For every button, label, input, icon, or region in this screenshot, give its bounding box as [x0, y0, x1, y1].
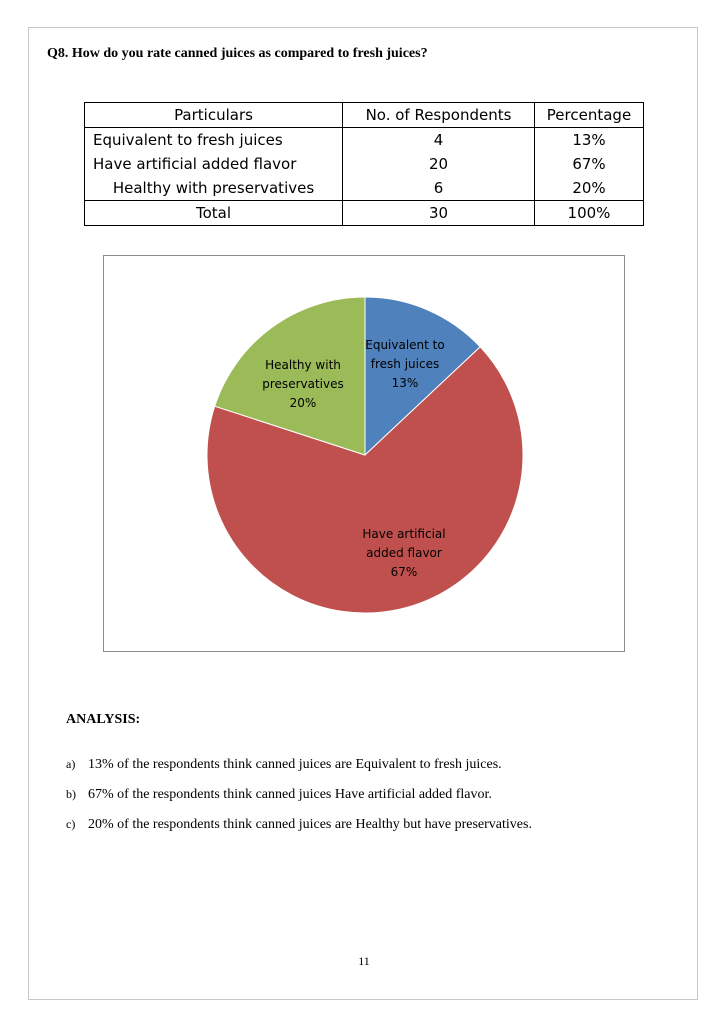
table-total-row: [85, 201, 644, 226]
cell-total-label: Total: [85, 201, 343, 226]
analysis-item: [66, 755, 532, 785]
cell-percentage: 67%: [535, 152, 644, 176]
analysis-item: [66, 815, 532, 845]
cell-particular: Have artificial added flavor: [85, 152, 343, 176]
header-percentage: Percentage: [535, 103, 644, 128]
slice-label: Healthy with preservatives 20%: [262, 358, 344, 410]
analysis-text: 67% of the respondents think canned juices Have artificial added flavor.: [88, 787, 492, 802]
cell-respondents: 20: [343, 152, 535, 176]
table-row: [85, 128, 644, 153]
page-number: 11: [358, 954, 370, 968]
question-heading: Q8. How do you rate canned juices as compared to fresh juices?: [47, 46, 428, 61]
slice-label: Have artificial added flavor 67%: [362, 527, 446, 579]
header-respondents: No. of Respondents: [343, 103, 535, 128]
header-particulars: Particulars: [85, 103, 343, 128]
cell-particular: Equivalent to fresh juices: [85, 128, 343, 153]
analysis-item: [66, 785, 532, 815]
analysis-list: [66, 755, 532, 845]
table-row: [85, 152, 644, 176]
respondents-table: [84, 102, 644, 226]
pie-chart-frame: [103, 255, 625, 652]
analysis-text: 20% of the respondents think canned juices are Healthy but have preservatives.: [88, 817, 532, 832]
analysis-marker: c): [66, 817, 76, 831]
cell-respondents: 4: [343, 128, 535, 153]
slice-label: Equivalent to fresh juices 13%: [365, 338, 445, 390]
cell-respondents: 6: [343, 176, 535, 201]
analysis-text: 13% of the respondents think canned juices are Equivalent to fresh juices.: [88, 757, 502, 772]
cell-percentage: 20%: [535, 176, 644, 201]
cell-particular: Healthy with preservatives: [85, 176, 343, 201]
pie-chart: [104, 256, 624, 651]
cell-total-percentage: 100%: [535, 201, 644, 226]
table-header-row: [85, 103, 644, 128]
table-row: [85, 176, 644, 201]
cell-total-respondents: 30: [343, 201, 535, 226]
cell-percentage: 13%: [535, 128, 644, 153]
analysis-title: ANALYSIS:: [66, 712, 141, 727]
analysis-marker: b): [66, 787, 76, 801]
analysis-marker: a): [66, 757, 76, 771]
